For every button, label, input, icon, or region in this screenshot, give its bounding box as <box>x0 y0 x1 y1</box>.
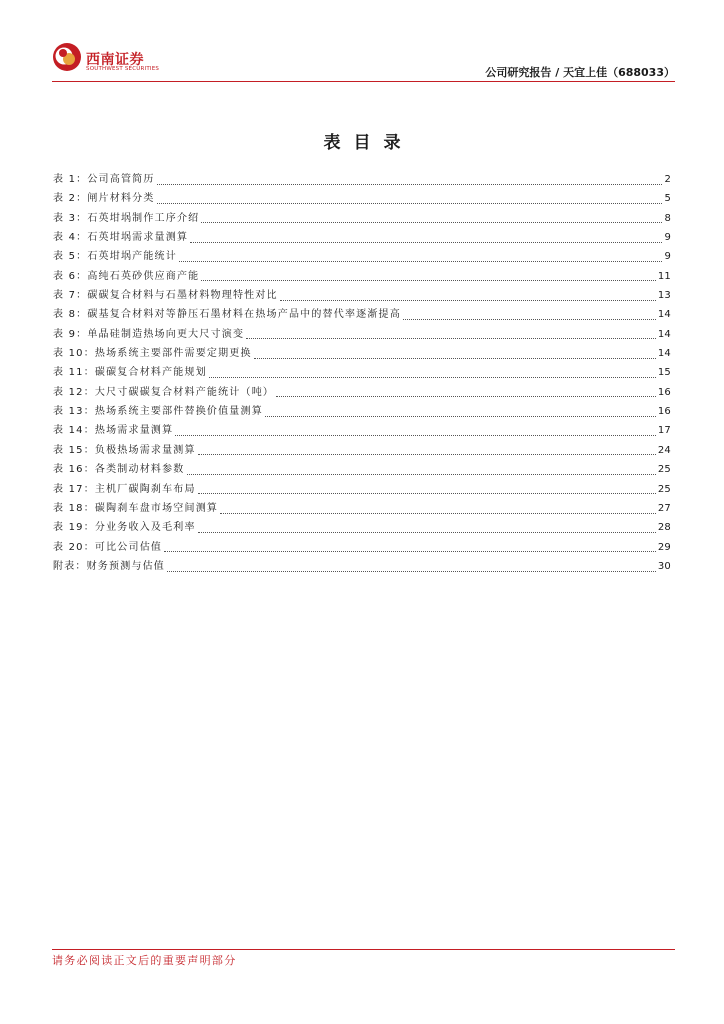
toc-entry-page: 25 <box>657 464 671 476</box>
toc-entry-label: 表 16：各类制动材料参数 <box>53 464 185 476</box>
disclaimer-note: 请务必阅读正文后的重要声明部分 <box>52 954 237 967</box>
toc-entry[interactable] <box>53 228 671 247</box>
toc-entry-label: 表 7：碳碳复合材料与石墨材料物理特性对比 <box>53 290 278 302</box>
toc-entry-label: 表 13：热场系统主要部件替换价值量测算 <box>53 406 263 418</box>
toc-entry-label: 表 2：闸片材料分类 <box>53 193 155 205</box>
toc-entry-page: 30 <box>657 560 671 572</box>
toc-entry[interactable] <box>53 557 671 576</box>
toc-entry-label: 表 19：分业务收入及毛利率 <box>53 522 196 534</box>
toc-entry-page: 2 <box>664 174 671 185</box>
toc-entry-page: 15 <box>657 367 671 379</box>
toc-leader-dots <box>190 241 662 243</box>
toc-entry[interactable] <box>53 441 671 460</box>
toc-entry-label: 表 3：石英坩埚制作工序介绍 <box>53 212 200 224</box>
toc-leader-dots <box>280 299 656 301</box>
toc-leader-dots <box>403 318 656 320</box>
report-header-title: 公司研究报告 / 天宜上佳（688033） <box>485 66 675 79</box>
toc-entry-page: 24 <box>657 444 671 456</box>
toc-entry-page: 5 <box>664 193 671 205</box>
toc-leader-dots <box>209 376 656 378</box>
page-title: 表目录 <box>323 133 414 153</box>
toc-entry[interactable] <box>53 305 671 324</box>
toc-leader-dots <box>276 395 656 397</box>
toc-leader-dots <box>187 473 656 475</box>
toc-entry-label: 表 5：石英坩埚产能统计 <box>53 251 177 263</box>
toc-leader-dots <box>198 453 656 455</box>
toc-leader-dots <box>254 357 656 359</box>
toc-entry[interactable] <box>53 189 671 208</box>
toc-leader-dots <box>201 221 662 223</box>
toc-entry[interactable] <box>53 363 671 382</box>
toc-entry[interactable] <box>53 267 671 286</box>
toc-entry-label: 表 15：负极热场需求量测算 <box>53 444 196 456</box>
toc-entry-label: 表 6：高纯石英砂供应商产能 <box>53 270 200 282</box>
toc-entry-page: 9 <box>664 251 671 263</box>
toc-entry[interactable] <box>53 402 671 421</box>
toc-entry-label: 表 12：大尺寸碳碳复合材料产能统计（吨） <box>53 386 275 398</box>
toc-entry-page: 11 <box>657 270 671 282</box>
toc-entry[interactable] <box>53 170 671 189</box>
toc-entry-label: 表 17：主机厂碳陶刹车布局 <box>53 483 196 495</box>
toc-entry-label: 表 20：可比公司估值 <box>53 541 163 553</box>
toc-leader-dots <box>220 512 656 514</box>
toc-entry[interactable] <box>53 286 671 305</box>
table-of-tables <box>53 170 671 576</box>
toc-entry-page: 16 <box>657 406 671 418</box>
toc-entry-page: 14 <box>657 309 671 321</box>
toc-entry[interactable] <box>53 421 671 440</box>
toc-entry-label: 表 4：石英坩埚需求量测算 <box>53 232 189 244</box>
toc-entry-page: 13 <box>657 290 671 302</box>
toc-entry-page: 28 <box>657 522 671 534</box>
toc-leader-dots <box>179 260 662 262</box>
footer-divider <box>52 949 675 950</box>
toc-leader-dots <box>164 550 656 552</box>
toc-leader-dots <box>198 531 656 533</box>
toc-leader-dots <box>157 202 663 204</box>
toc-leader-dots <box>265 415 656 417</box>
toc-leader-dots <box>175 434 656 436</box>
toc-entry[interactable] <box>53 344 671 363</box>
logo-name-en: SOUTHWEST SECURITIES <box>86 66 160 72</box>
toc-entry[interactable] <box>53 247 671 266</box>
toc-entry-page: 8 <box>664 212 671 224</box>
toc-entry[interactable] <box>53 499 671 518</box>
toc-entry-label: 表 10：热场系统主要部件需要定期更换 <box>53 348 252 360</box>
toc-entry-page: 17 <box>657 425 671 437</box>
toc-entry[interactable] <box>53 538 671 557</box>
toc-entry-page: 14 <box>657 328 671 340</box>
toc-entry[interactable] <box>53 480 671 499</box>
toc-entry-page: 16 <box>657 386 671 398</box>
company-logo <box>52 42 202 78</box>
toc-entry-label: 表 1：公司高管简历 <box>53 174 155 185</box>
toc-entry-label: 表 9：单晶硅制造热场向更大尺寸演变 <box>53 328 245 340</box>
toc-entry-page: 27 <box>657 502 671 514</box>
header-divider <box>52 81 675 82</box>
toc-entry-label: 表 11：碳碳复合材料产能规划 <box>53 367 207 379</box>
toc-entry[interactable] <box>53 209 671 228</box>
toc-leader-dots <box>157 183 663 185</box>
toc-entry[interactable] <box>53 518 671 537</box>
toc-entry-page: 25 <box>657 483 671 495</box>
toc-entry-page: 14 <box>657 348 671 360</box>
toc-leader-dots <box>167 570 656 572</box>
logo-emblem-icon <box>52 42 82 72</box>
toc-entry-page: 29 <box>657 541 671 553</box>
logo-name-cn: 西南证券 <box>86 52 144 68</box>
toc-leader-dots <box>198 492 656 494</box>
toc-entry-label: 附表：财务预测与估值 <box>53 560 165 572</box>
toc-entry[interactable] <box>53 383 671 402</box>
toc-leader-dots <box>201 279 656 281</box>
toc-entry-label: 表 8：碳基复合材料对等静压石墨材料在热场产品中的替代率逐渐提高 <box>53 309 401 321</box>
toc-entry-label: 表 14：热场需求量测算 <box>53 425 174 437</box>
toc-entry[interactable] <box>53 325 671 344</box>
toc-entry-page: 9 <box>664 232 671 244</box>
toc-entry[interactable] <box>53 460 671 479</box>
toc-entry-label: 表 18：碳陶刹车盘市场空间测算 <box>53 502 219 514</box>
toc-leader-dots <box>246 337 656 339</box>
page-header <box>52 40 675 82</box>
